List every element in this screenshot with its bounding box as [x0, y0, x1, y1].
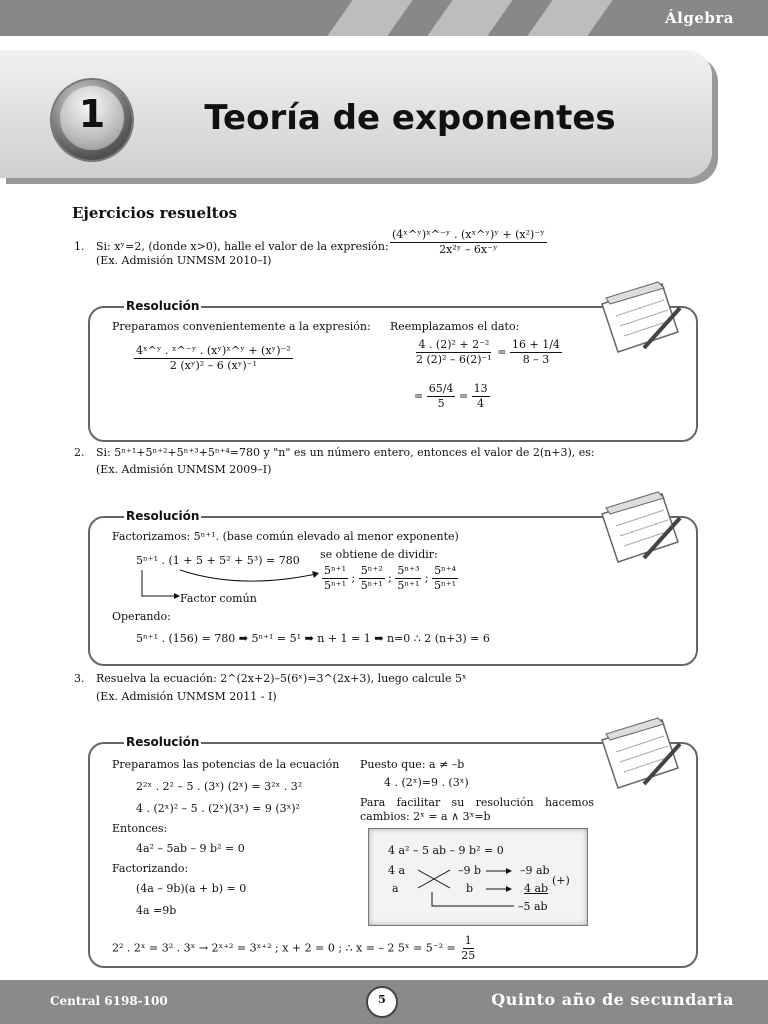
- ex1-left-text: Preparamos convenientemente a la expresión:: [112, 320, 371, 333]
- ex1-r-eq: =: [497, 345, 507, 359]
- frac-den: 5ⁿ⁺¹: [324, 579, 346, 592]
- ex2-operando: Operando:: [112, 610, 171, 623]
- ex3-final-text: 2² . 2ˣ = 3² . 3ˣ → 2ˣ⁺² = 3ˣ⁺² ; x + 2 = 0 ; ∴ x = – 2 5ˣ = 5⁻² =: [112, 941, 456, 955]
- ex1-right-text: Reemplazamos el dato:: [390, 320, 520, 333]
- frac-den: 5ⁿ⁺¹: [434, 579, 457, 592]
- ex3-l1: Preparamos las potencias de la ecuación: [112, 758, 340, 771]
- cross-arrows: [410, 862, 520, 912]
- notepad-icon: [592, 486, 682, 566]
- ex1-expr-den: 2x²ʸ – 6x⁻ʸ: [439, 243, 498, 256]
- ex3-final-den: 25: [461, 949, 476, 962]
- ex1-result-num: 13: [473, 382, 488, 395]
- ex1-eq-sign: =: [414, 389, 424, 403]
- ex3-r4: cambios: 2ˣ = a ∧ 3ˣ=b: [360, 810, 491, 823]
- ex2-final: 5ⁿ⁺¹ . (156) = 780 ➡ 5ⁿ⁺¹ = 5¹ ➡ n + 1 = 1 ➡ n=0 ∴ 2 (n+3) = 6: [136, 632, 490, 645]
- ex2-fracs: $\frac{\text{5ⁿ⁺¹}}{\text{5ⁿ⁺¹}}$ ; $\frac{\text{5ⁿ⁺²}}{\text{5ⁿ⁺¹}}$ ; $\frac{\text{5ⁿ⁺³}}{\text{5ⁿ⁺¹}}$ ; $\frac{\text{5ⁿ⁺⁴}}{\text{5ⁿ⁺¹}}$: [324, 564, 457, 592]
- ex3-l2: 2²ˣ . 2² – 5 . (3ˣ) (2ˣ) = 3²ˣ . 3²: [136, 780, 303, 793]
- chapter-number: 1: [78, 92, 106, 136]
- ex1-statement: Si: xʸ=2, (donde x>0), halle el valor de la expresión:: [96, 240, 389, 253]
- notepad-icon: [592, 712, 682, 792]
- section-title: Ejercicios resueltos: [72, 204, 238, 222]
- page-number: 5: [378, 993, 386, 1006]
- ex1-number: 1.: [74, 240, 85, 253]
- band-stripe: [327, 0, 412, 36]
- frac-num: 5ⁿ⁺¹: [324, 564, 346, 577]
- ex1-expr-num: (4ˣ^ʸ)ˣ^⁻ʸ . (xˣ^ʸ)ʸ + (x²)⁻ʸ: [392, 228, 545, 241]
- box-4a: 4 a: [388, 864, 406, 877]
- ex3-r1: Puesto que: a ≠ –b: [360, 758, 465, 771]
- ex3-final: [112, 934, 477, 963]
- subject-label: Álgebra: [665, 9, 734, 27]
- ex3-r2: 4 . (2ˣ)=9 . (3ˣ): [384, 776, 469, 789]
- ex1-result-den: 4: [477, 397, 485, 410]
- ex1-r2-den: 8 – 3: [522, 353, 550, 366]
- ex3-l4: Entonces:: [112, 822, 168, 835]
- ex1-r3-den: 5: [437, 397, 445, 410]
- ex3-number: 3.: [74, 672, 85, 685]
- ex2-statement: Si: 5ⁿ⁺¹+5ⁿ⁺²+5ⁿ⁺³+5ⁿ⁺⁴=780 y "n" es un número entero, entonces el valor de 2(n+3), es:: [96, 446, 595, 459]
- notepad-icon: [592, 276, 682, 356]
- ex2-number: 2.: [74, 446, 85, 459]
- ex2-eq1: 5ⁿ⁺¹ . (1 + 5 + 5² + 5³) = 780: [136, 554, 300, 567]
- frac-num: 5ⁿ⁺⁴: [434, 564, 457, 577]
- ex2-resolution-label: Resolución: [126, 509, 200, 523]
- ex2-note: se obtiene de dividir:: [320, 548, 438, 561]
- box-plus: (+): [552, 874, 570, 887]
- ex2-source: (Ex. Admisión UNMSM 2009–I): [96, 463, 272, 476]
- ex1-left-expression: [134, 344, 293, 373]
- ex3-l6: Factorizando:: [112, 862, 189, 875]
- ex1-r-num: 4 . (2)² + 2⁻²: [418, 338, 490, 351]
- box-a: a: [392, 882, 399, 895]
- box-4ab: 4 ab: [524, 882, 549, 895]
- ex3-l3: 4 . (2ˣ)² – 5 . (2ˣ)(3ˣ) = 9 (3ˣ)²: [136, 802, 300, 815]
- box-m5ab: –5 ab: [518, 900, 548, 913]
- band-stripe: [427, 0, 512, 36]
- ex2-line1: Factorizamos: 5ⁿ⁺¹. (base común elevado al menor exponente): [112, 530, 459, 543]
- ex3-statement: Resuelva la ecuación: 2^(2x+2)–5(6ˣ)=3^(2x+3), luego calcule 5ˣ: [96, 672, 467, 685]
- box-eq: 4 a² – 5 ab – 9 b² = 0: [388, 844, 504, 857]
- ex3-l7: (4a – 9b)(a + b) = 0: [136, 882, 247, 895]
- top-band: [0, 0, 768, 36]
- ex3-resolution-label: Resolución: [126, 735, 200, 749]
- ex1-source: (Ex. Admisión UNMSM 2010–I): [96, 254, 272, 267]
- ex1-r3-num: 65/4: [428, 382, 454, 395]
- frac-den: 5ⁿ⁺¹: [360, 579, 383, 592]
- box-m9ab: –9 ab: [520, 864, 550, 877]
- ex1-left-den: 2 (xʸ)² – 6 (xʸ)⁻¹: [169, 359, 257, 372]
- page-title: Teoría de exponentes: [204, 98, 616, 138]
- box-b: b: [466, 882, 474, 895]
- ex1-result: [414, 382, 490, 411]
- ex1-r-den: 2 (2)² – 6(2)⁻¹: [416, 353, 492, 366]
- ex1-expression: [390, 228, 547, 257]
- ex1-left-num: 4ˣ^ʸ . ˣ^⁻ʸ . (xʸ)ˣ^ʸ + (xʸ)⁻²: [136, 344, 291, 357]
- ex3-l8: 4a =9b: [136, 904, 177, 917]
- box-m9b: –9 b: [458, 864, 482, 877]
- ex3-final-num: 1: [464, 934, 472, 947]
- ex1-eq-sign: =: [458, 389, 469, 403]
- ex1-resolution-label: Resolución: [126, 299, 200, 313]
- band-stripe: [527, 0, 612, 36]
- ex3-source: (Ex. Admisión UNMSM 2011 - I): [96, 690, 277, 703]
- footer-grade: Quinto año de secundaria: [491, 990, 734, 1009]
- ex1-r2-num: 16 + 1/4: [512, 338, 560, 351]
- ex3-l5: 4a² – 5ab – 9 b² = 0: [136, 842, 245, 855]
- ex3-r3: Para facilitar su resolución hacemos: [360, 796, 594, 809]
- frac-den: 5ⁿ⁺¹: [397, 579, 420, 592]
- frac-num: 5ⁿ⁺²: [360, 564, 383, 577]
- frac-num: 5ⁿ⁺³: [397, 564, 420, 577]
- ex1-right-calc: [414, 338, 562, 367]
- ex2-factor-label: Factor común: [180, 592, 257, 605]
- footer-phone: Central 6198-100: [50, 994, 168, 1008]
